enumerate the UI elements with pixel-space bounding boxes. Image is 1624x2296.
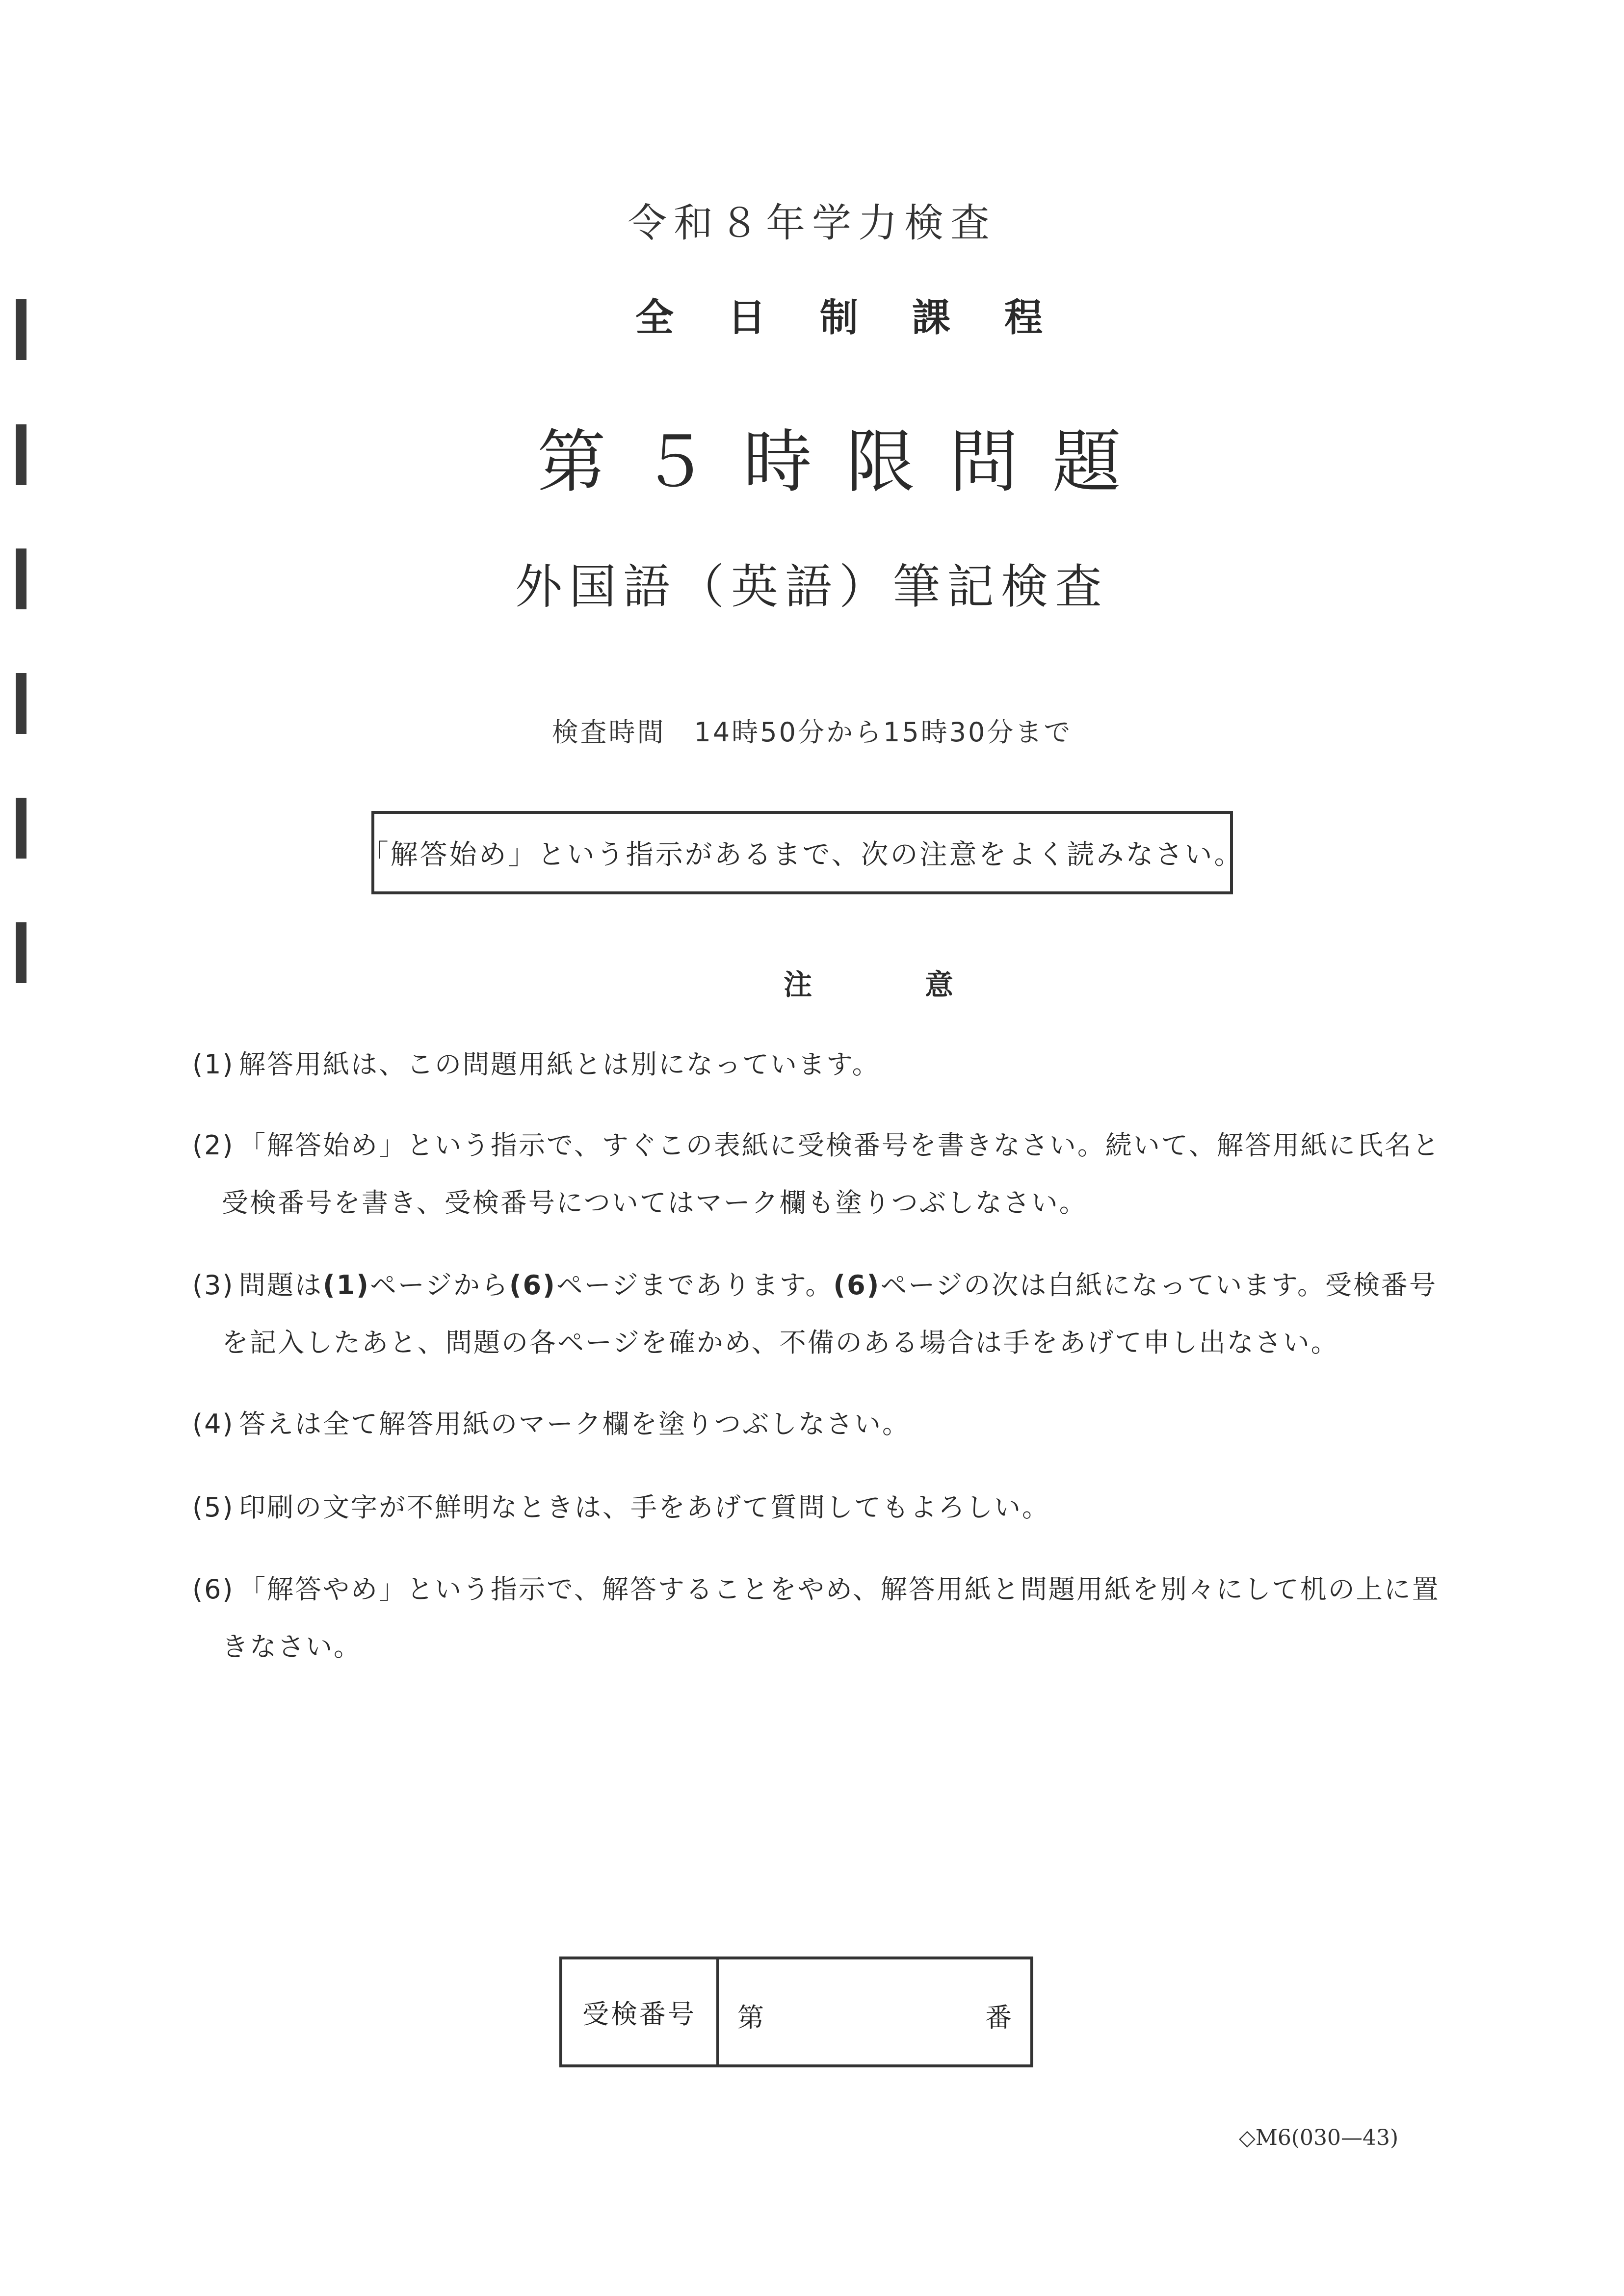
note-text: 印刷の文字が不鮮明なときは、手をあげて質問してもよろしい。 (239, 1492, 1050, 1523)
page-code: ◇M6(030—43) (1239, 2125, 1399, 2150)
note-text: 答えは全て解答用紙のマーク欄を塗りつぶしなさい。 (239, 1409, 910, 1439)
course-title: 全日制課程 (635, 296, 1097, 340)
note-number: (1) (192, 1049, 235, 1080)
note-text: ページまであります。 (556, 1270, 834, 1301)
page-ref: (6) (509, 1270, 556, 1301)
registration-mark (16, 798, 26, 859)
note-item (192, 1572, 1448, 1664)
examinee-number-label: 受検番号 (562, 1959, 719, 2064)
year-title: 令和８年学力検査 (628, 200, 996, 246)
notice-box (361, 811, 1244, 894)
note-number: (4) (192, 1409, 235, 1439)
note-text-continued: 受検番号を書き、受検番号についてはマーク欄も塗りつぶしなさい。 (222, 1187, 1087, 1218)
note-item (192, 1128, 1448, 1220)
note-text: 「解答始め」という指示で、すぐこの表紙に受検番号を書きなさい。続いて、解答用紙に氏名と (239, 1130, 1441, 1161)
note-number: (6) (192, 1574, 235, 1605)
note-number: (5) (192, 1492, 235, 1523)
subject-title: 外国語（英語）筆記検査 (515, 559, 1109, 614)
examinee-number-box (559, 1957, 1033, 2067)
note-number: (2) (192, 1130, 235, 1161)
note-text: ページの次は白紙になっています。受検番号 (880, 1270, 1437, 1301)
notice-text: 「解答始め」という指示があるまで、次の注意をよく読みなさい。 (361, 839, 1244, 871)
note-text: 解答用紙は、この問題用紙とは別になっています。 (239, 1049, 880, 1080)
note-text: 「解答やめ」という指示で、解答することをやめ、解答用紙と問題用紙を別々にして机の上に置 (239, 1574, 1440, 1605)
note-text-continued: きなさい。 (222, 1631, 362, 1662)
note-item (192, 1268, 1448, 1360)
examinee-number-prefix: 第 (737, 2002, 764, 2033)
note-item (192, 1047, 1448, 1082)
period-title: 第５時限問題 (537, 422, 1155, 502)
note-item (192, 1490, 1448, 1525)
note-text: 問題は (239, 1270, 323, 1301)
notes-heading: 注意 (783, 968, 1066, 1001)
examinee-number-field[interactable] (719, 1959, 1030, 2064)
exam-time: 検査時間 14時50分から15時30分まで (551, 717, 1073, 748)
page-ref: (1) (323, 1270, 370, 1301)
note-item (192, 1407, 1448, 1441)
note-number: (3) (192, 1270, 235, 1301)
note-text-continued: を記入したあと、問題の各ページを確かめ、不備のある場合は手をあげて申し出なさい。 (222, 1327, 1339, 1358)
examinee-number-suffix: 番 (985, 2002, 1012, 2033)
note-text: ページから (369, 1270, 509, 1301)
page-ref: (6) (833, 1270, 881, 1301)
